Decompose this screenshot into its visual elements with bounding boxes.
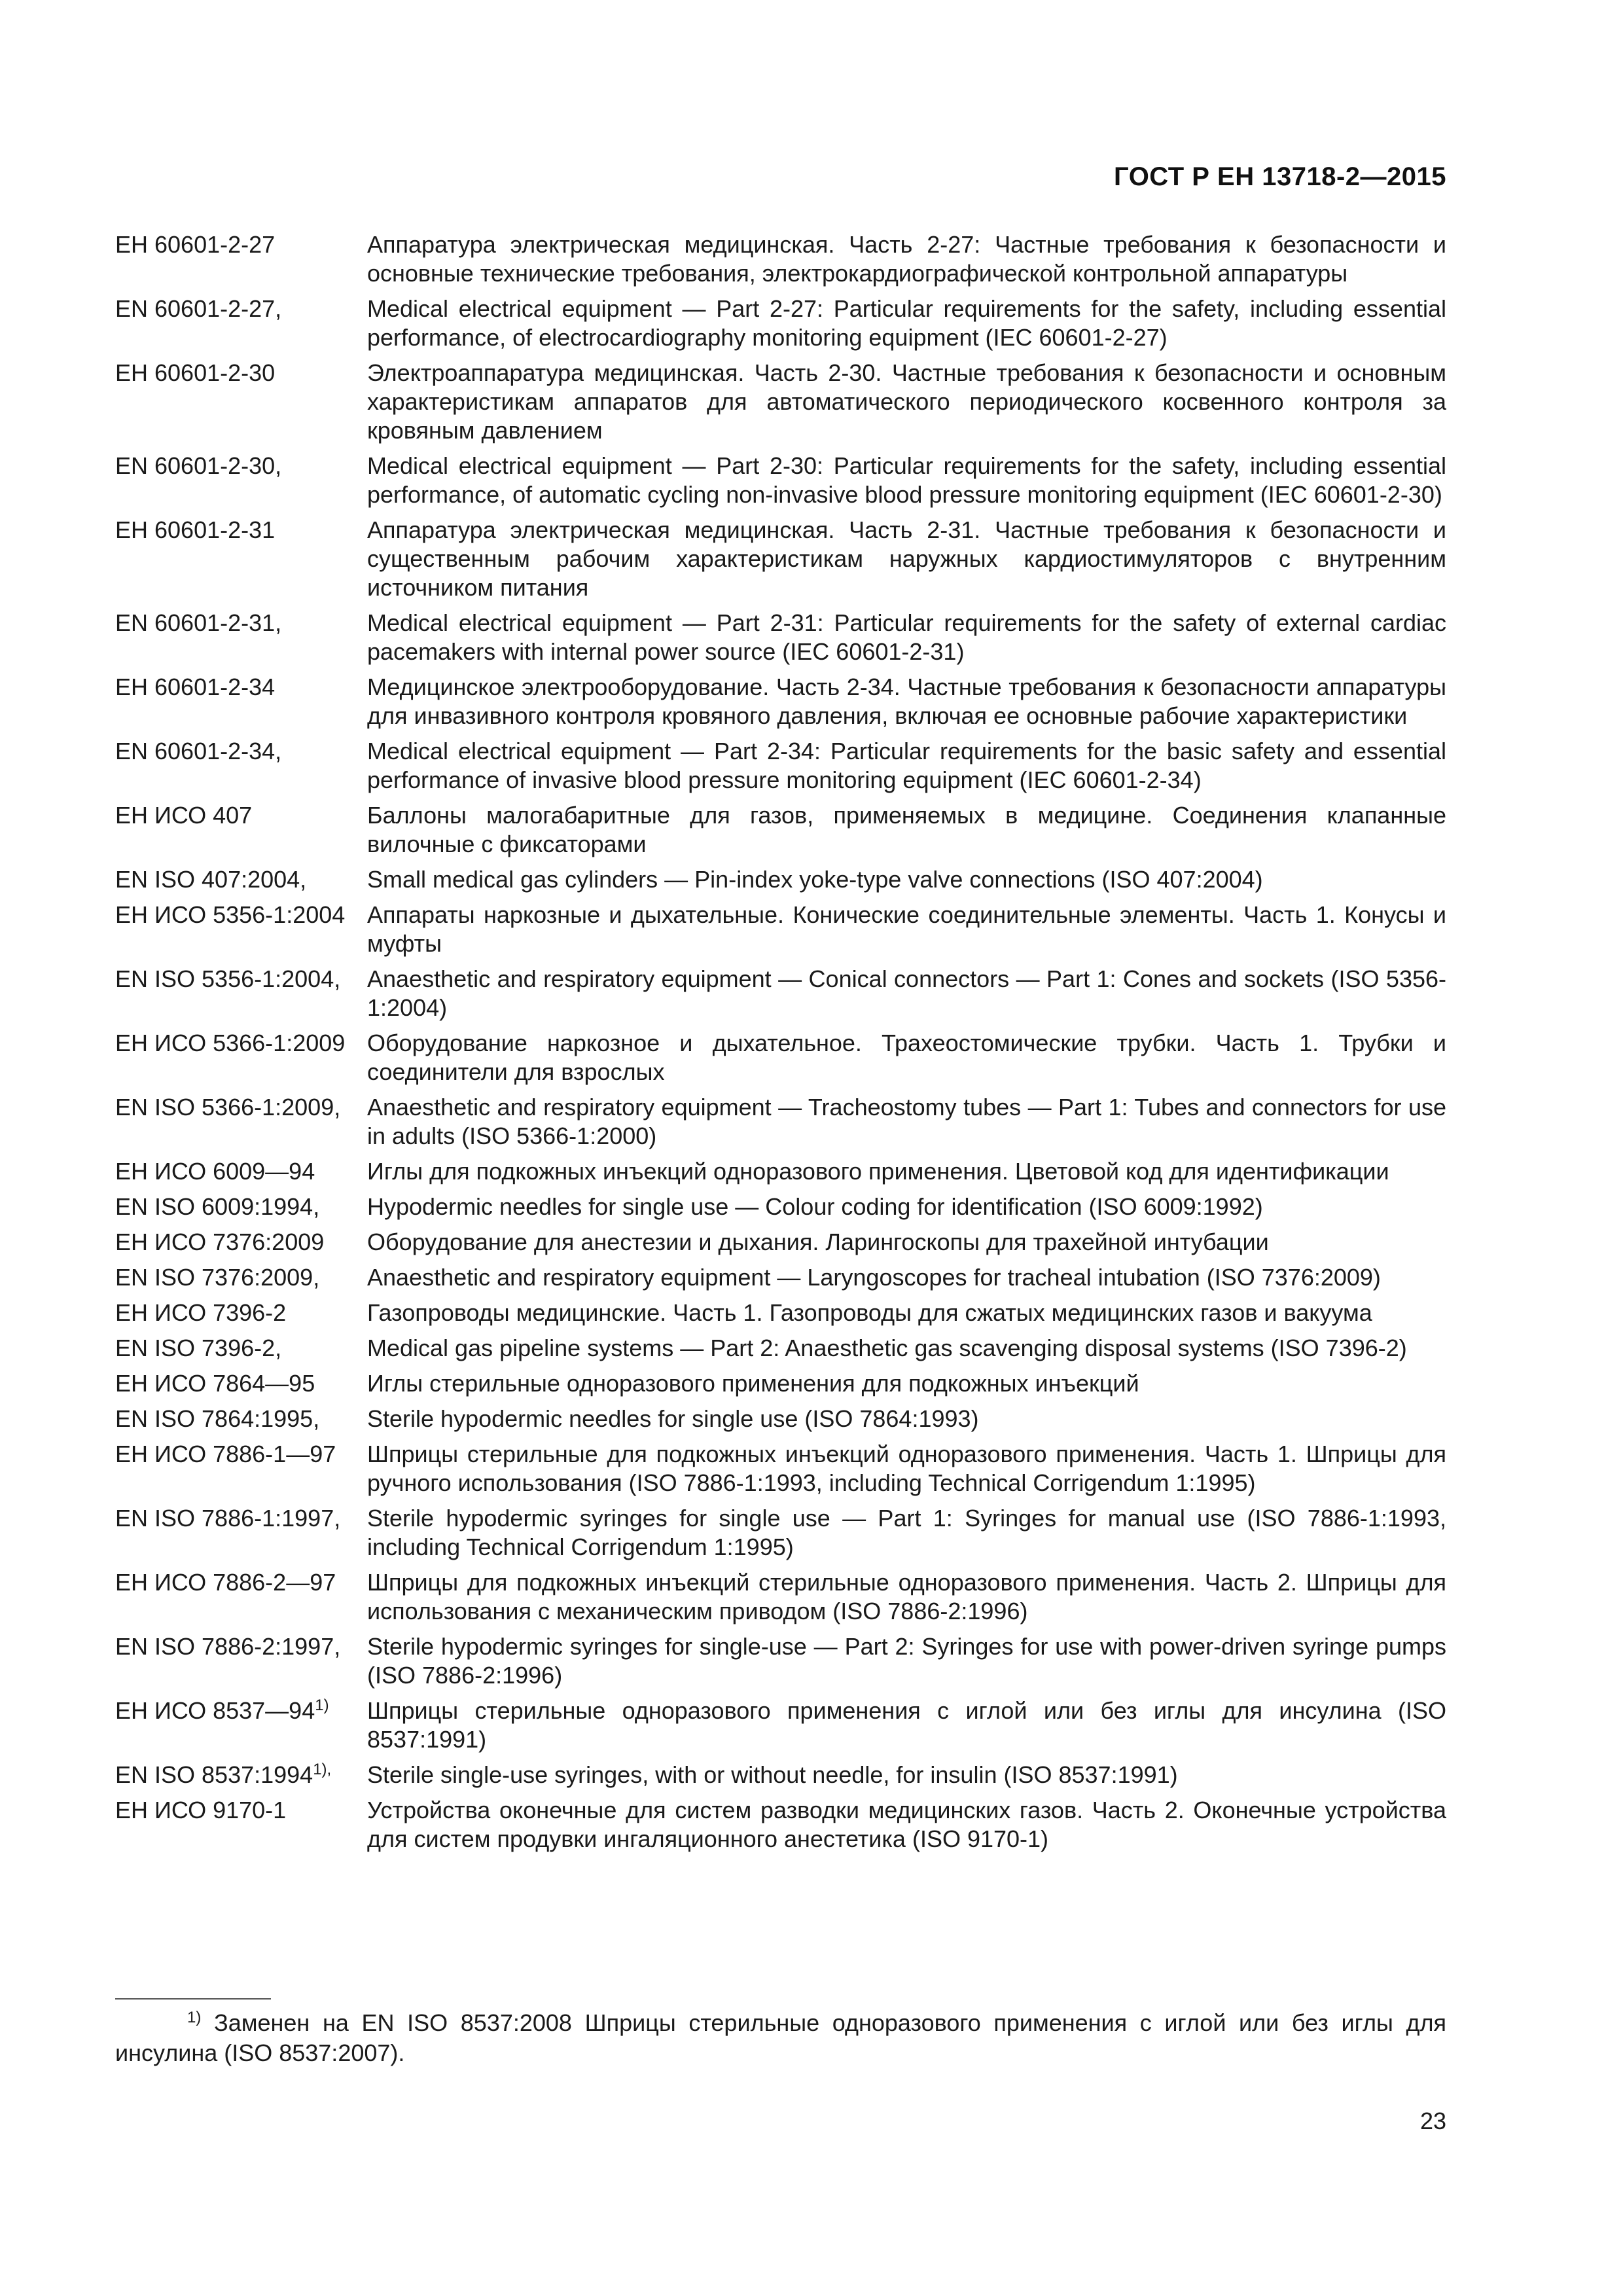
reference-code-text: ЕН ИСО 7886-1—97	[115, 1441, 336, 1467]
reference-code	[115, 1334, 367, 1363]
reference-code-text: EN ISO 7886-2:1997,	[115, 1633, 341, 1660]
reference-code	[115, 1029, 367, 1058]
reference-code	[115, 1632, 367, 1661]
reference-row	[115, 737, 1446, 795]
reference-row	[115, 1632, 1446, 1690]
reference-row	[115, 1228, 1446, 1257]
reference-description: Шприцы стерильные для подкожных инъекций одноразового применения. Часть 1. Шприцы для ручного использования (ISO 7886-1:1993, including Technical Corrigendum 1:1995)	[367, 1441, 1446, 1496]
reference-code-text: ЕН ИСО 407	[115, 802, 253, 829]
reference-code-text: EN ISO 7396-2,	[115, 1335, 282, 1361]
reference-code-text: ЕН ИСО 7396-2	[115, 1299, 287, 1326]
reference-description: Медицинское электрооборудование. Часть 2-34. Частные требования к безопасности аппаратуры для инвазивного контроля кровяного давления, включая ее основные рабочие характеристики	[367, 673, 1446, 729]
reference-code	[115, 609, 367, 637]
reference-row	[115, 1796, 1446, 1854]
reference-description: Электроаппаратура медицинская. Часть 2-30. Частные требования к безопасности и основным характеристикам аппаратов для автоматического периодического косвенного контроля за кровяным давлением	[367, 359, 1446, 444]
reference-code	[115, 865, 367, 894]
reference-description: Аппаратура электрическая медицинская. Часть 2-27: Частные требования к безопасности и основные технические требования, электрокардиографической контрольной аппаратуры	[367, 231, 1446, 287]
reference-row	[115, 295, 1446, 352]
reference-row	[115, 673, 1446, 730]
reference-description: Иглы стерильные одноразового применения для подкожных инъекций	[367, 1370, 1139, 1397]
reference-description: Anaesthetic and respiratory equipment — Conical connectors — Part 1: Cones and sockets (ISO 5356-1:2004)	[367, 965, 1446, 1021]
reference-code-text: ЕН ИСО 5356-1:2004	[115, 901, 346, 928]
reference-row	[115, 1369, 1446, 1398]
reference-description: Sterile single-use syringes, with or without needle, for insulin (ISO 8537:1991)	[367, 1761, 1178, 1788]
reference-row	[115, 1696, 1446, 1754]
reference-code	[115, 1228, 367, 1257]
reference-row	[115, 1334, 1446, 1363]
reference-row	[115, 901, 1446, 958]
reference-code-text: EN ISO 5356-1:2004,	[115, 965, 341, 992]
footnote-reference-marker: 1)	[315, 1696, 329, 1714]
reference-code	[115, 1369, 367, 1398]
reference-code	[115, 1157, 367, 1186]
footnote-reference-marker: 1),	[313, 1761, 332, 1778]
reference-description: Иглы для подкожных инъекций одноразового применения. Цветовой код для идентификации	[367, 1158, 1389, 1185]
reference-row	[115, 1440, 1446, 1498]
footnote-marker: 1)	[187, 2009, 202, 2026]
reference-code-text: ЕН ИСО 7376:2009	[115, 1229, 325, 1255]
reference-code-text: EN ISO 8537:1994	[115, 1761, 313, 1788]
reference-row	[115, 965, 1446, 1022]
reference-code-text: EN ISO 7376:2009,	[115, 1264, 320, 1291]
reference-code	[115, 359, 367, 387]
reference-row	[115, 230, 1446, 288]
reference-code	[115, 230, 367, 259]
reference-code-text: ЕН ИСО 5366-1:2009	[115, 1030, 346, 1056]
reference-row	[115, 1193, 1446, 1221]
reference-code	[115, 1796, 367, 1825]
reference-description: Оборудование наркозное и дыхательное. Трахеостомические трубки. Часть 1. Трубки и соединители для взрослых	[367, 1030, 1446, 1085]
reference-description: Аппаратура электрическая медицинская. Часть 2-31. Частные требования к безопасности и существенным рабочим характеристикам наружных кардиостимуляторов с внутренним источником питания	[367, 516, 1446, 601]
reference-description: Баллоны малогабаритные для газов, применяемых в медицине. Соединения клапанные вилочные с фиксаторами	[367, 802, 1446, 857]
reference-row	[115, 1504, 1446, 1562]
reference-row	[115, 801, 1446, 859]
reference-code-text: ЕН 60601-2-34	[115, 673, 276, 700]
reference-row	[115, 1093, 1446, 1151]
footnote-text: Заменен на EN ISO 8537:2008 Шприцы стерильные одноразового применения с иглой или без иглы для инсулина (ISO 8537:2007).	[115, 2009, 1446, 2066]
reference-code	[115, 1093, 367, 1122]
reference-code-text: EN 60601-2-31,	[115, 609, 282, 636]
reference-description: Sterile hypodermic syringes for single-use — Part 2: Syringes for use with power-driven syringe pumps (ISO 7886-2:1996)	[367, 1633, 1446, 1689]
reference-row	[115, 1761, 1446, 1789]
reference-description: Anaesthetic and respiratory equipment — Laryngoscopes for tracheal intubation (ISO 7376:2009)	[367, 1264, 1381, 1291]
reference-description: Sterile hypodermic syringes for single use — Part 1: Syringes for manual use (ISO 7886-1:1993, including Technical Corrigendum 1:1995)	[367, 1505, 1446, 1560]
reference-row	[115, 865, 1446, 894]
reference-row	[115, 452, 1446, 509]
reference-code-text: EN ISO 7864:1995,	[115, 1405, 320, 1432]
footnote-divider	[115, 1998, 271, 2000]
reference-code-text: EN ISO 7886-1:1997,	[115, 1505, 341, 1532]
reference-code-text: ЕН ИСО 8537—94	[115, 1697, 315, 1724]
reference-description: Шприцы стерильные одноразового применения с иглой или без иглы для инсулина (ISO 8537:1991)	[367, 1697, 1446, 1753]
reference-row	[115, 1568, 1446, 1626]
reference-row	[115, 609, 1446, 666]
reference-description: Шприцы для подкожных инъекций стерильные одноразового применения. Часть 2. Шприцы для использования с механическим приводом (ISO 7886-2:1996)	[367, 1569, 1446, 1624]
reference-row	[115, 1405, 1446, 1433]
reference-code	[115, 1568, 367, 1597]
reference-code-text: EN 60601-2-34,	[115, 738, 282, 764]
reference-description: Оборудование для анестезии и дыхания. Ларингоскопы для трахейной интубации	[367, 1229, 1269, 1255]
reference-code-text: EN 60601-2-30,	[115, 452, 282, 479]
reference-code	[115, 901, 367, 929]
reference-description: Medical gas pipeline systems — Part 2: Anaesthetic gas scavenging disposal systems (ISO 7396-2)	[367, 1335, 1407, 1361]
footnote	[115, 2008, 1446, 2068]
reference-description: Hypodermic needles for single use — Colour coding for identification (ISO 6009:1992)	[367, 1193, 1263, 1220]
reference-code	[115, 801, 367, 830]
reference-row	[115, 1157, 1446, 1186]
reference-row	[115, 1263, 1446, 1292]
reference-code	[115, 737, 367, 766]
reference-row	[115, 1299, 1446, 1327]
reference-code-text: ЕН 60601-2-27	[115, 231, 276, 258]
reference-description: Anaesthetic and respiratory equipment — Tracheostomy tubes — Part 1: Tubes and connectors for use in adults (ISO 5366-1:2000)	[367, 1094, 1446, 1149]
reference-row	[115, 1029, 1446, 1086]
reference-description: Газопроводы медицинские. Часть 1. Газопроводы для сжатых медицинских газов и вакуума	[367, 1299, 1372, 1326]
page-number: 23	[1419, 2108, 1446, 2134]
reference-description: Устройства оконечные для систем разводки медицинских газов. Часть 2. Оконечные устройства для систем продувки ингаляционного анестетика (ISO 9170-1)	[367, 1797, 1446, 1852]
reference-code	[115, 452, 367, 480]
reference-description: Sterile hypodermic needles for single use (ISO 7864:1993)	[367, 1405, 979, 1432]
reference-code-text: ЕН ИСО 6009—94	[115, 1158, 315, 1185]
reference-description: Аппараты наркозные и дыхательные. Конические соединительные элементы. Часть 1. Конусы и муфты	[367, 901, 1446, 957]
reference-code	[115, 516, 367, 545]
reference-row	[115, 359, 1446, 445]
reference-row	[115, 516, 1446, 602]
reference-code	[115, 673, 367, 702]
reference-code	[115, 1193, 367, 1221]
reference-code	[115, 1405, 367, 1433]
reference-code	[115, 1263, 367, 1292]
document-designation: ГОСТ Р ЕН 13718-2—2015	[1114, 162, 1446, 191]
reference-description: Medical electrical equipment — Part 2-31: Particular requirements for the safety of external cardiac pacemakers with internal power source (IEC 60601-2-31)	[367, 609, 1446, 665]
reference-description: Medical electrical equipment — Part 2-30: Particular requirements for the safety, including essential performance, of automatic cycling non-invasive blood pressure monitoring equipment (IEC 60601-2-30)	[367, 452, 1446, 508]
reference-code	[115, 1504, 367, 1533]
reference-code	[115, 965, 367, 994]
reference-code-text: ЕН ИСО 7886-2—97	[115, 1569, 336, 1596]
reference-code-text: EN 60601-2-27,	[115, 295, 282, 322]
reference-description: Medical electrical equipment — Part 2-27: Particular requirements for the safety, including essential performance, of electrocardiography monitoring equipment (IEC 60601-2-27)	[367, 295, 1446, 351]
reference-code-text: EN ISO 6009:1994,	[115, 1193, 320, 1220]
reference-code	[115, 1761, 367, 1789]
reference-code-text: ЕН ИСО 9170-1	[115, 1797, 287, 1823]
reference-code-text: EN ISO 5366-1:2009,	[115, 1094, 341, 1121]
reference-code	[115, 1440, 367, 1469]
references-list	[115, 230, 1446, 1860]
reference-code-text: ЕН ИСО 7864—95	[115, 1370, 315, 1397]
reference-description: Medical electrical equipment — Part 2-34: Particular requirements for the basic safety and essential performance of invasive blood pressure monitoring equipment (IEC 60601-2-34)	[367, 738, 1446, 793]
reference-code	[115, 1696, 367, 1725]
reference-code-text: EN ISO 407:2004,	[115, 866, 307, 893]
reference-code-text: ЕН 60601-2-30	[115, 359, 276, 386]
reference-code-text: ЕН 60601-2-31	[115, 516, 276, 543]
reference-code	[115, 295, 367, 323]
reference-code	[115, 1299, 367, 1327]
reference-description: Small medical gas cylinders — Pin-index yoke-type valve connections (ISO 407:2004)	[367, 866, 1263, 893]
